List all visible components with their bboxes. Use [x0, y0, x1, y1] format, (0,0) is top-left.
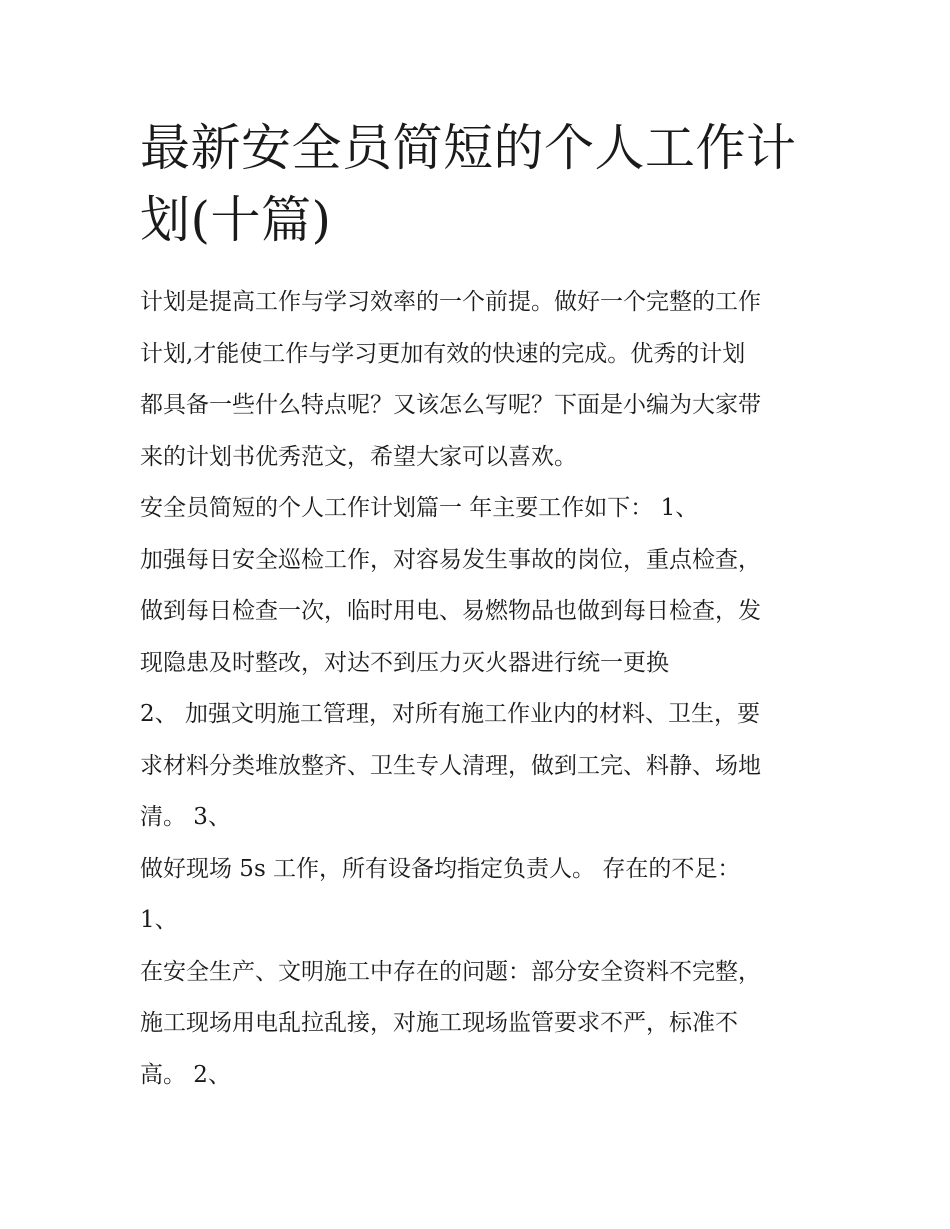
body-line: 在安全生产、文明施工中存在的问题：部分安全资料不完整，: [140, 958, 761, 985]
body-line: 高。 2、: [140, 1061, 231, 1088]
document-page: [140, 112, 820, 1101]
body-line: 计划,才能使工作与学习更加有效的快速的完成。优秀的计划: [140, 340, 746, 367]
body-line: 求材料分类堆放整齐、卫生专人清理，做到工完、料静、场地: [140, 752, 761, 779]
title-line-2: 划(十篇): [140, 191, 332, 249]
body-line: 做到每日检查一次，临时用电、易燃物品也做到每日检查，发: [140, 598, 761, 624]
body-line: 1、: [140, 907, 178, 933]
body-line: 清。 3、: [140, 804, 231, 830]
body-line: 2、 加强文明施工管理，对所有施工作业内的材料、卫生，要: [140, 701, 760, 727]
body-line: 加强每日安全巡检工作，对容易发生事故的岗位，重点检查，: [140, 546, 761, 573]
body-line: 做好现场 5s 工作，所有设备均指定负责人。 存在的不足：: [140, 855, 741, 882]
body-line: 来的计划书优秀范文，希望大家可以喜欢。: [140, 443, 577, 470]
body-line: 都具备一些什么特点呢？又该怎么写呢？下面是小编为大家带: [140, 392, 761, 418]
body-line: 计划是提高工作与学习效率的一个前提。做好一个完整的工作: [140, 289, 761, 315]
document-title: [140, 112, 820, 256]
body-line: 施工现场用电乱拉乱接，对施工现场监管要求不严，标准不: [140, 1010, 738, 1036]
body-line: 现隐患及时整改，对达不到压力灭火器进行统一更换: [140, 649, 669, 676]
title-line-1: 最新安全员简短的个人工作计: [140, 119, 797, 177]
document-body: [140, 277, 820, 1101]
body-line: 安全员简短的个人工作计划篇一 年主要工作如下： 1、: [140, 495, 699, 521]
